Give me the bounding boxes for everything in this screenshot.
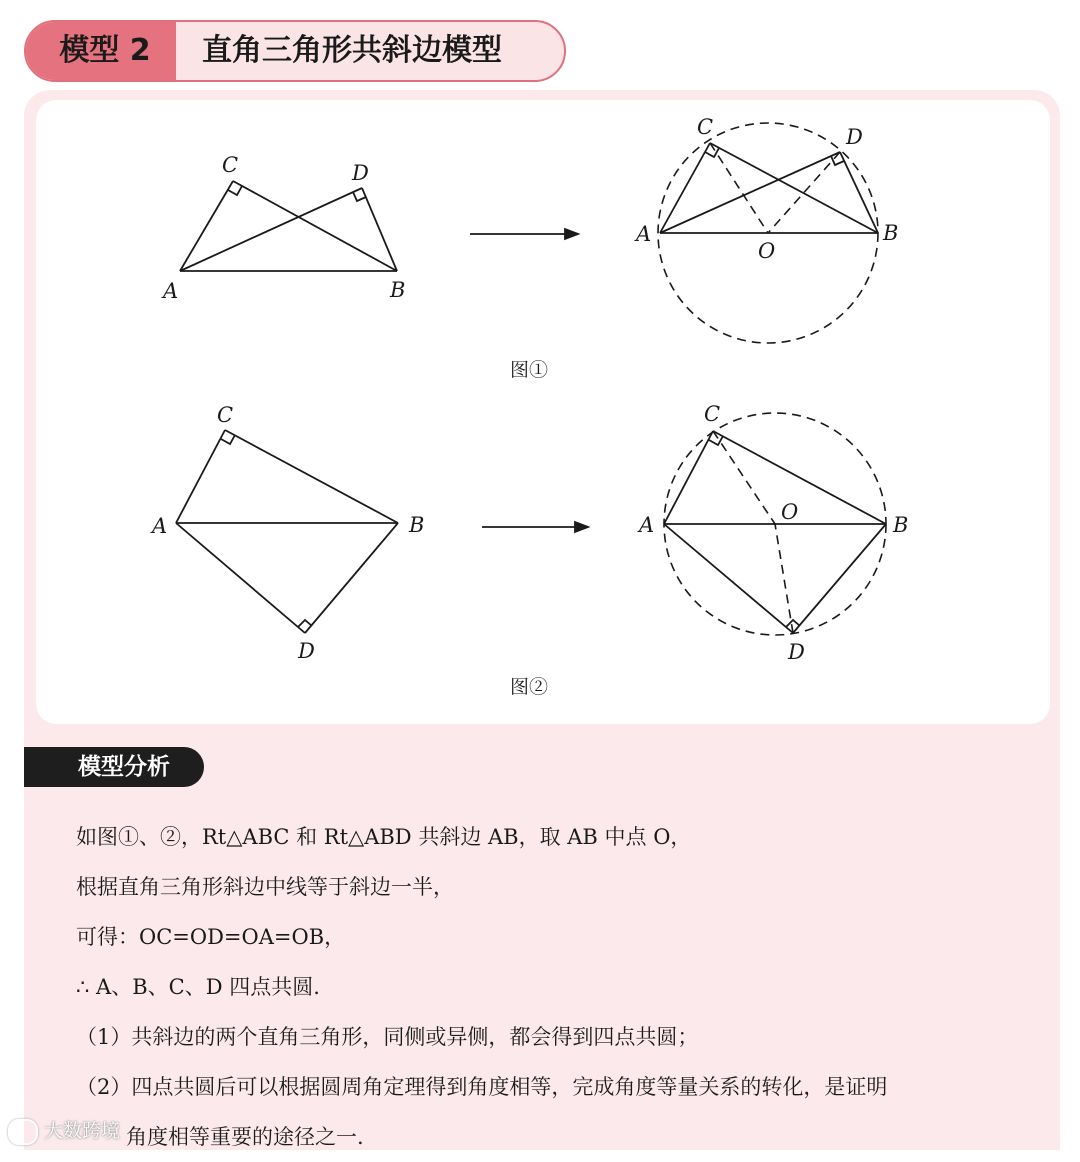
fig2-left-right-angle-c [221,435,235,444]
fig2-right-segment-ac [664,431,713,524]
watermark-logo-icon [8,1119,38,1145]
fig2-left-label-c: C [217,403,234,427]
fig2-right-label-b: B [893,513,909,537]
fig2-right-segment-db [793,524,886,633]
fig1-left-segment-ac [180,181,233,271]
fig2-left-label-d: D [298,639,315,663]
fig2-left-segment-ac [176,430,225,523]
fig1-right-label-b: B [883,221,899,245]
analysis-line: 可得：OC=OD=OA=OB， [76,925,346,949]
fig2-right-label-a: A [639,513,655,537]
section-title: 模型分析 [24,747,204,787]
fig2-right-segment-oc [713,431,775,524]
analysis-line: 根据直角三角形斜边中线等于斜边一半， [76,875,454,899]
fig2-left-label-a: A [152,514,168,538]
fig2-right-segment-od [775,524,793,633]
model-number-tag: 模型 2 [26,22,176,80]
fig2-right-label-o: O [781,500,799,524]
fig1-right-diagram [634,115,898,343]
fig2-left-diagram [150,403,424,663]
analysis-line: ∴ A、B、C、D 四点共圆. [76,975,320,999]
fig1-left-segment-db [362,188,397,271]
fig2-left-segment-db [305,523,398,633]
fig2-right-label-d: D [788,640,805,664]
fig1-right-segment-db [840,152,878,233]
analysis-text [76,812,1036,1162]
fig1-left-label-c: C [222,153,239,177]
fig2-right-diagram [637,402,908,664]
fig1-caption: 图① [510,359,549,381]
fig1-right-label-d: D [846,125,863,149]
fig1-left-segment-cb [233,181,397,271]
fig2-left-segment-ad [176,523,305,633]
watermark-text: 大数跨境 [44,1120,121,1142]
fig1-left-label-d: D [352,161,369,185]
fig1-right-segment-cb [710,143,878,233]
fig1-left-label-a: A [163,279,179,303]
fig2-arrow-icon [482,522,588,532]
fig1-right-label-c: C [697,115,714,139]
fig2-right-segment-cb [713,431,886,524]
analysis-line: （2）四点共圆后可以根据圆周角定理得到角度相等，完成角度等量关系的转化，是证明 [76,1075,888,1099]
analysis-line: 如图①、②，Rt△ABC 和 Rt△ABD 共斜边 AB，取 AB 中点 O， [76,825,692,849]
fig2-right-segment-ad [664,524,793,633]
fig1-left-diagram [161,153,405,303]
fig2-left-segment-cb [225,430,398,523]
analysis-line: 角度相等重要的途径之一. [126,1125,364,1149]
fig2-right-right-angle-c [709,436,723,445]
analysis-line: （1）共斜边的两个直角三角形，同侧或异侧，都会得到四点共圆； [76,1025,699,1049]
watermark [8,1116,120,1144]
fig1-arrow-icon [470,229,578,239]
fig2-left-label-b: B [409,513,425,537]
fig1-right-label-a: A [636,222,652,246]
fig2-right-label-c: C [704,402,721,426]
fig1-right-label-o: O [758,239,776,263]
fig2-caption: 图② [510,676,549,698]
fig1-left-label-b: B [390,278,406,302]
fig1-left-segment-ad [180,188,362,271]
model-title: 直角三角形共斜边模型 [202,33,502,68]
